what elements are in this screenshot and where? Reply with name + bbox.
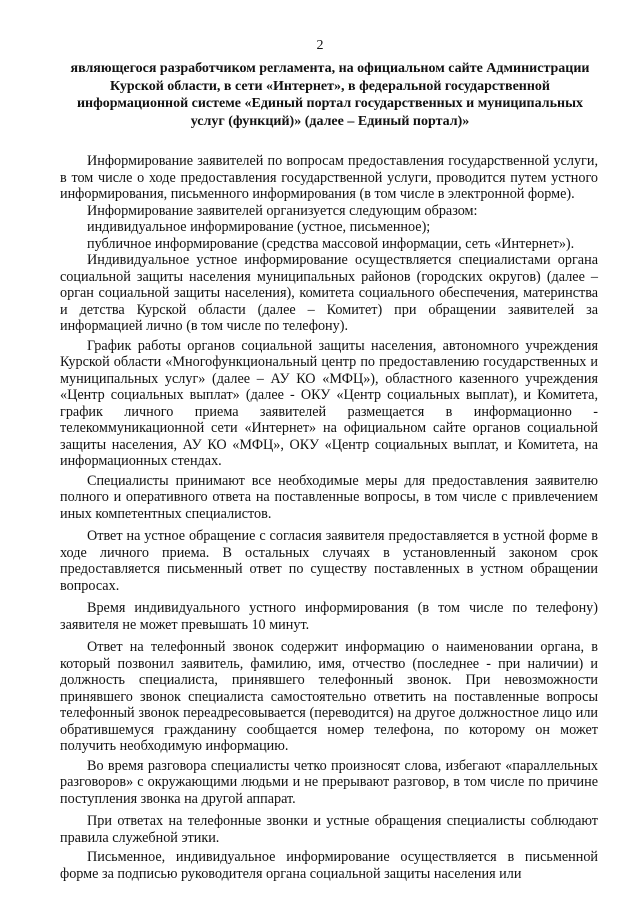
paragraph-phone-answer: Ответ на телефонный звонок содержит информацию о наименовании органа, в который позвонил заявитель, фамилию, имя, отчество (последнее - при наличии) и должность специалиста, принявшего телефонный звонок. При невозможности принявшего звонок специалиста самостоятельно ответить на поставленные вопросы телефонный звонок переадресовывается (переводится) на другое должностное лицо или обратившемуся гражданину сообщается номер телефона, по которому он может получить необходимую информацию. (60, 639, 598, 754)
paragraph-conversation-rules: Во время разговора специалисты четко произносят слова, избегают «параллельных разговоров» с окружающими людьми и не прерывают разговор, в том числе по причине поступления звонка на другой аппарат. (60, 757, 598, 807)
paragraph-written-informing: Письменное, индивидуальное информирование осуществляется в письменной форме за подписью руководителя органа социальной защиты населения или (60, 849, 598, 882)
paragraph-individual-informing: индивидуальное информирование (устное, письменное); (87, 219, 431, 235)
paragraph-service-ethics: При ответах на телефонные звонки и устные обращения специалисты соблюдают правила служебной этики. (60, 813, 598, 846)
paragraph-informing-overview: Информирование заявителей по вопросам предоставления государственной услуги, в том числе о ходе предоставления государственной услуги, проводится путем устного информирования, письменного информирования (в том числе в электронной форме). (60, 153, 598, 202)
paragraph-informing-organization: Информирование заявителей организуется следующим образом: (87, 202, 478, 219)
paragraph-work-schedule: График работы органов социальной защиты населения, автономного учреждения Курской области «Многофункциональный центр по предоставлению государственных и муниципальных услуг» (далее – АУ КО «МФЦ»), областного казенного учреждения «Центр социальных выплат» (далее - ОКУ «Центр социальных выплат), и Комитета, график личного приема заявителей размещается в информационно - телекоммуникационной сети «Интернет» на официальном сайте органов социальной защиты населения, АУ КО «МФЦ», ОКУ «Центр социальных выплат, и Комитета, на информационных стендах. (60, 337, 598, 469)
paragraph-oral-request-answer: Ответ на устное обращение с согласия заявителя предоставляется в устной форме в ходе личного приема. В остальных случаях в установленный законом срок предоставляется письменный ответ по существу поставленных в устном обращении вопросах. (60, 528, 598, 594)
paragraph-public-informing: публичное информирование (средства массовой информации, сеть «Интернет»). (87, 235, 575, 252)
paragraph-oral-informing: Индивидуальное устное информирование осуществляется специалистами органа социальной защиты населения муниципальных районов (городских округов) (далее – орган социальной защиты населения), комитета социального обеспечения, материнства и детства Курской области (далее – Комитет) при обращении заявителей за информацией лично (в том числе по телефону). (60, 252, 598, 334)
section-heading: являющегося разработчиком регламента, на официальном сайте Администрации Курской области, в сети «Интернет», в федеральной государственной информационной системе «Единый портал государственных и муниципальных услуг (функций)» (далее – Единый портал)» (70, 61, 590, 129)
document-body (60, 153, 598, 882)
page-number: 2 (316, 38, 324, 53)
paragraph-specialists-measures: Специалисты принимают все необходимые меры для предоставления заявителю полного и оперативного ответа на поставленные вопросы, в том числе с привлечением иных компетентных специалистов. (60, 472, 598, 522)
paragraph-informing-time: Время индивидуального устного информирования (в том числе по телефону) заявителя не может превышать 10 минут. (60, 600, 598, 633)
